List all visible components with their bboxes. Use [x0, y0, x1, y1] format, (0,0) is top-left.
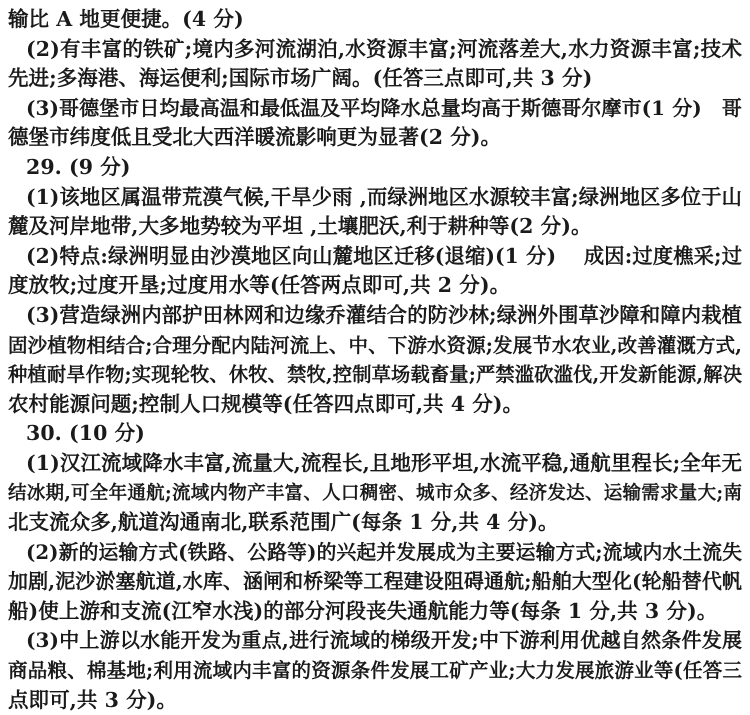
text-line-18: 北支流众多,航道沟通南北,联系范围广(每条 1 分,共 4 分)。	[8, 510, 559, 535]
text-line-12: 固沙植物相结合;合理分配内陆河流上、中、下游水资源;发展节水农业,改善灌溉方式,	[8, 333, 742, 357]
text-line-2: (2)有丰富的铁矿;境内多河流湖泊,水资源丰富;河流落差大,水力资源丰富;技术	[26, 36, 742, 61]
text-line-17: 结冰期,可全年通航;流域内物产丰富、人口稠密、城市众多、经济发达、运输需求量大;南	[8, 482, 742, 504]
text-line-7: (1)该地区属温带荒漠气候,干旱少雨 ,而绿洲地区水源较丰富;绿洲地区多位于山	[26, 184, 742, 209]
text-line-5: 德堡市纬度低且受北大西洋暖流影响更为显著(2 分)。	[8, 125, 502, 150]
text-line-24: 点即可,共 3 分)。	[8, 687, 177, 712]
text-line-13: 种植耐旱作物;实现轮牧、休牧、禁牧,控制草场载畜量;严禁滥砍滥伐,开发新能源,解决	[8, 363, 742, 387]
text-line-9: (2)特点:绿洲明显由沙漠地区向山麓地区迁移(退缩)(1 分) 成因:过度樵采;过	[26, 243, 742, 268]
text-line-21: 船)使上游和支流(江窄水浅)的部分河段丧失通航能力等(每条 1 分,共 3 分)。	[8, 598, 718, 623]
text-line-3: 先进;多海港、海运便利;国际市场广阔。(任答三点即可,共 3 分)	[8, 66, 593, 91]
question-30-heading: 30. (10 分)	[26, 421, 145, 446]
text-line-4: (3)哥德堡市日均最高温和最低温及平均降水总量均高于斯德哥尔摩市(1 分) 哥	[26, 95, 742, 120]
text-line-14: 农村能源问题;控制人口规模等(任答四点即可,共 4 分)。	[8, 391, 524, 416]
text-line-8: 麓及河岸地带,大多地势较为平坦 ,土壤肥沃,利于耕种等(2 分)。	[8, 214, 592, 239]
text-line-23: 商品粮、棉基地;利用流域内丰富的资源条件发展工矿产业;大力发展旅游业等(任答三	[8, 659, 742, 683]
text-line-20: 加剧,泥沙淤塞航道,水库、涵闸和桥梁等工程建设阻碍通航;船舶大型化(轮船替代帆	[8, 569, 742, 594]
text-line-11: (3)营造绿洲内部护田林网和边缘乔灌结合的防沙林;绿洲外围草沙障和障内栽植	[26, 302, 742, 327]
question-29-heading: 29. (9 分)	[26, 154, 131, 179]
text-line-16: (1)汉江流域降水丰富,流量大,流程长,且地形平坦,水流平稳,通航里程长;全年无	[26, 450, 742, 475]
text-line-22: (3)中上游以水能开发为重点,进行流域的梯级开发;中下游利用优越自然条件发展	[26, 628, 742, 653]
text-line-10: 度放牧;过度开垦;过度用水等(任答两点即可,共 2 分)。	[8, 273, 511, 298]
text-line-1: 输比 A 地更便捷。(4 分)	[8, 7, 244, 31]
text-line-19: (2)新的运输方式(铁路、公路等)的兴起并发展成为主要运输方式;流域内水土流失	[26, 539, 742, 564]
